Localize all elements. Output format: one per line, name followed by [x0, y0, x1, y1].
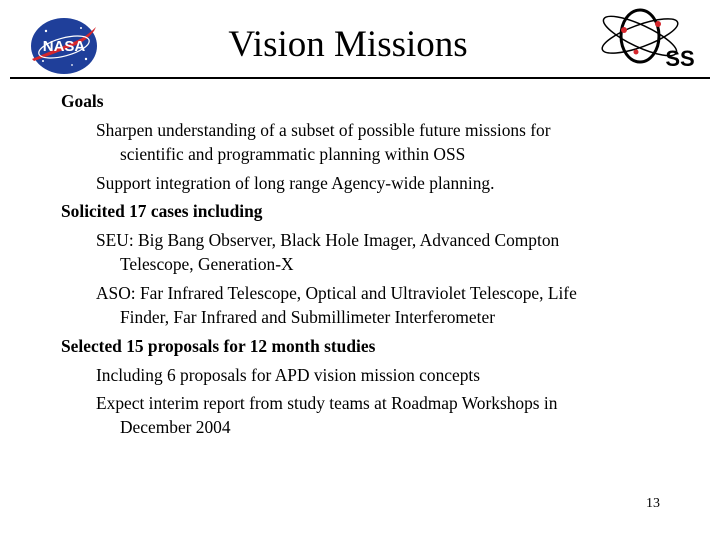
selected-heading: Selected 15 proposals for 12 month studies — [61, 336, 376, 356]
aso-line-1: ASO: Far Infrared Telescope, Optical and Ultraviolet Telescope, Life — [96, 283, 577, 303]
seu-line-1: SEU: Big Bang Observer, Black Hole Imager, Advanced Compton — [96, 230, 560, 250]
slide-title: Vision Missions — [228, 24, 468, 65]
aso-line-2: Finder, Far Infrared and Submillimeter Interferometer — [120, 307, 495, 327]
goal-1-line-1: Sharpen understanding of a subset of possible future missions for — [96, 120, 551, 140]
including-line: Including 6 proposals for APD vision mission concepts — [96, 365, 481, 385]
solicited-heading: Solicited 17 cases including — [61, 201, 263, 221]
goals-heading: Goals — [61, 91, 104, 111]
svg-text:SS: SS — [665, 46, 695, 71]
expect-line-1: Expect interim report from study teams at Roadmap Workshops in — [96, 393, 558, 413]
seu-line-2: Telescope, Generation-X — [120, 254, 294, 274]
page-number: 13 — [646, 496, 660, 511]
goal-2: Support integration of long range Agency-wide planning. — [96, 173, 495, 193]
title-divider — [10, 77, 710, 79]
svg-text:NASA: NASA — [42, 38, 86, 55]
goal-1-line-2: scientific and programmatic planning within OSS — [120, 144, 466, 164]
expect-line-2: December 2004 — [120, 417, 231, 437]
